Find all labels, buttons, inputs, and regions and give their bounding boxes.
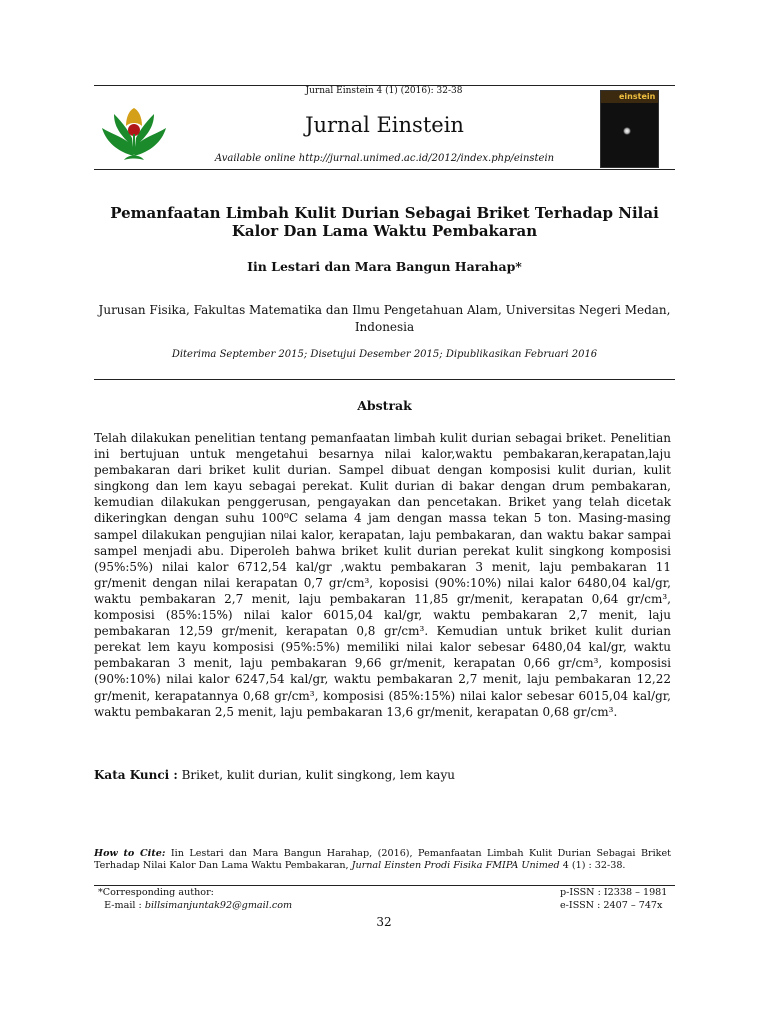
e-issn: e-ISSN : 2407 – 747x: [560, 900, 663, 911]
email-line: [98, 899, 292, 912]
journal-title: Jurnal Einstein: [305, 113, 464, 137]
issn-block: [560, 886, 667, 912]
email-label: E-mail :: [104, 900, 145, 911]
article-dates: Diterima September 2015; Disetujui Desember 2015; Dipublikasikan Februari 2016: [171, 349, 598, 360]
citation-journal: Jurnal Einsten Prodi Fisika FMIPA Unimed: [351, 860, 560, 872]
keywords-text: Briket, kulit durian, kulit singkong, lem kayu: [177, 768, 455, 782]
keywords-label: Kata Kunci :: [94, 768, 178, 782]
article-authors: Iin Lestari dan Mara Bangun Harahap*: [247, 259, 522, 274]
header-bottom-rule: [94, 169, 675, 170]
corresponding-author-label: *Corresponding author:: [98, 887, 214, 898]
journal-url[interactable]: Available online http://jurnal.unimed.ac.id/2012/index.php/einstein: [214, 153, 555, 164]
journal-reference: Jurnal Einstein 4 (1) (2016): 32-38: [305, 86, 463, 96]
page-number: 32: [376, 915, 392, 929]
article-title: Pemanfaatan Limbah Kulit Durian Sebagai Briket Terhadap Nilai Kalor Dan Lama Waktu Pembakaran: [110, 204, 659, 240]
citation-volume: 4 (1) : 32-38.: [559, 860, 626, 872]
keywords: [94, 768, 671, 782]
cover-title: einstein: [619, 92, 656, 101]
journal-cover-image: [600, 90, 659, 168]
email-address[interactable]: billsimanjuntak92@gmail.com: [144, 900, 293, 911]
how-to-cite: [94, 848, 671, 873]
abstract-body: Telah dilakukan penelitian tentang pemanfaatan limbah kulit durian sebagai briket. Penelitian ini bertujuan untuk mengetahui besarnya nilai kalor,waktu pembakaran,kerapatan,laju pembakaran dari briket kulit durian. Sampel dibuat dengan komposisi kulit durian, kulit singkong dan lem kayu sebagai perekat. Kulit durian di bakar dengan drum pembakaran, kemudian dilakukan penggerusan, pengayakan dan pencetakan. Briket yang telah dicetak dikeringkan dengan suhu 100⁰C selama 4 jam dengan massa tekan 5 ton. Masing-masing sampel dilakukan pengujian nilai kalor, kerapatan, laju pembakaran, dan waktu bakar sampai sampel menjadi abu. Diperoleh bahwa briket kulit durian perekat kulit singkong komposisi (95%:5%) nilai kalor 6712,54 kal/gr ,waktu pembakaran 3 menit, laju pembakaran 11 gr/menit dengan nilai kerapatan 0,7 gr/cm³, koposisi (90%:10%) nilai kalor 6480,04 kal/gr, waktu pembakaran 2,7 menit, laju pembakaran 11,85 gr/menit, kerapatan 0,64 gr/cm³, komposisi (85%:15%) nilai kalor 6015,04 kal/gr, waktu pembakaran 2,7 menit, laju pembakaran 12,59 gr/menit, kerapatan 0,8 gr/cm³. Kemudian untuk briket kulit durian perekat lem kayu komposisi (95%:5%) memiliki nilai kalor sebesar 6480,04 kal/gr, waktu pembakaran 3 menit, laju pembakaran 9,66 gr/menit, kerapatan 0,66 gr/cm³, komposisi (90%:10%) nilai kalor 6247,54 kal/gr, waktu pembakaran 2,7 menit, laju pembakaran 12,22 gr/menit, kerapatannya 0,68 gr/cm³, komposisi (85%:15%) nilai kalor sebesar 6015,04 kal/gr, waktu pembakaran 2,5 menit, laju pembakaran 13,6 gr/menit, kerapatan 0,68 gr/cm³.: [94, 431, 671, 719]
cover-star-graphic: [623, 127, 631, 135]
article-affiliation: Jurusan Fisika, Fakultas Matematika dan Ilmu Pengetahuan Alam, Universitas Negeri Medan, Indonesia: [98, 303, 671, 334]
abstract-top-rule: [94, 379, 675, 380]
abstract-heading: Abstrak: [357, 398, 412, 413]
corresponding-author: [98, 886, 292, 912]
p-issn: p-ISSN : I2338 – 1981: [560, 887, 668, 898]
citation-text: Iin Lestari dan Mara Bangun Harahap, (2016), Pemanfaatan Limbah Kulit Durian Sebagai Briket Terhadap Nilai Kalor Dan Lama Waktu Pembakaran,: [94, 848, 671, 872]
how-to-cite-label: How to Cite:: [94, 848, 166, 859]
